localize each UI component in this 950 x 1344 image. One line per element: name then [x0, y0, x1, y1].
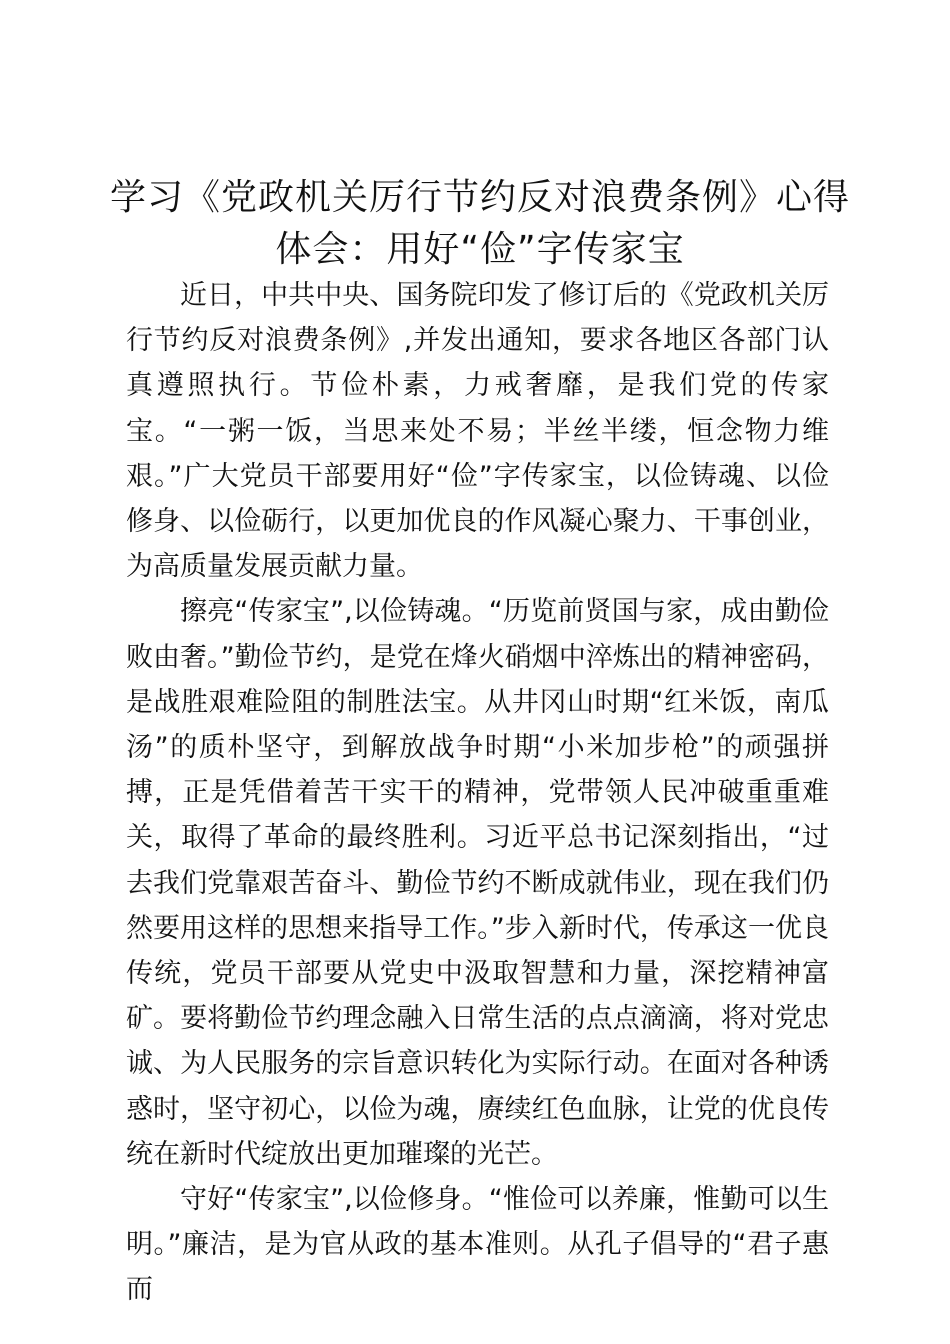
paragraph-section-2: 守好“传家宝”,以俭修身。“惟俭可以养廉，惟勤可以生明。”廉洁，是为官从政的基本准则。从孔子倡导的“君子惠而 [126, 1184, 829, 1306]
paragraph-section-1: 擦亮“传家宝”,以俭铸魂。“历览前贤国与家，成由勤俭败由奢。”勤俭节约，是党在烽火硝烟中淬炼出的精神密码，是战胜艰难险阻的制胜法宝。从井冈山时期“红米饭，南瓜汤”的质朴坚守，到解放战争时期“小米加步枪”的顽强拼搏，正是凭借着苦干实干的精神，党带领人民冲破重重难关，取得了革命的最终胜利。习近平总书记深刻指出，“过去我们党靠艰苦奋斗、勤俭节约不断成就伟业，现在我们仍然要用这样的思想来指导工作。”步入新时代，传承这一优良传统，党员干部要从党史中汲取智慧和力量，深挖精神富矿。要将勤俭节约理念融入日常生活的点点滴滴，将对党忠诚、为人民服务的宗旨意识转化为实际行动。在面对各种诱惑时，坚守初心，以俭为魂，赓续红色血脉，让党的优良传统在新时代绽放出更加璀璨的光芒。 [126, 596, 829, 1170]
document-title: 学习《党政机关厉行节约反对浪费条例》心得体会：用好“俭”字传家宝 [110, 177, 851, 270]
paragraph-intro: 近日，中共中央、国务院印发了修订后的《党政机关厉行节约反对浪费条例》,并发出通知，要求各地区各部门认真遵照执行。节俭朴素，力戒奢靡，是我们党的传家宝。“一粥一饭，当思来处不易；半丝半缕，恒念物力维艰。”广大党员干部要用好“俭”字传家宝，以俭铸魂、以俭修身、以俭砺行，以更加优良的作风凝心聚力、干事创业，为高质量发展贡献力量。 [126, 280, 829, 583]
document-body [126, 273, 829, 1313]
